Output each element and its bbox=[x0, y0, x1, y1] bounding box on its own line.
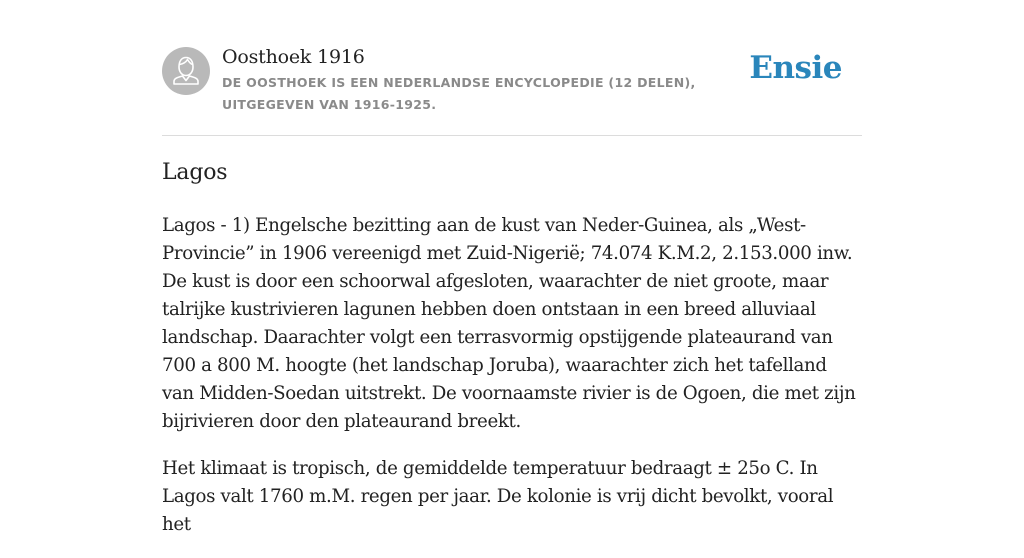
entry-paragraph: Het klimaat is tropisch, de gemiddelde temperatuur bedraagt ± 25o C. In Lagos valt 1760 m.M. regen per jaar. De kolonie is vrij dicht bevolkt, vooral het bbox=[162, 458, 834, 535]
entry-body bbox=[162, 212, 862, 558]
entry-paragraph: Lagos - 1) Engelsche bezitting aan de kust van Neder-Guinea, als „West-Provincie” in 1906 vereenigd met Zuid-Nigerië; 74.074 K.M.2, 2.153.000 inw. De kust is door een schoorwal afgesloten, waarachter de niet groote, maar talrijke kustrivieren lagunen hebben doen ontstaan in een breed alluviaal landschap. Daarachter volgt een terrasvormig opstijgende plateaurand van 700 a 800 M. hoogte (het landschap Joruba), waarachter zich het tafelland van Midden-Soedan uitstrekt. De voornaamste rivier is de Ogoen, die met zijn bijrivieren door den plateaurand breekt. bbox=[162, 215, 856, 432]
source-title[interactable]: Oosthoek 1916 bbox=[222, 46, 365, 68]
ensie-logo[interactable]: Ensie bbox=[749, 50, 842, 86]
avatar[interactable] bbox=[162, 47, 210, 95]
source-description: DE OOSTHOEK IS EEN NEDERLANDSE ENCYCLOPEDIE (12 DELEN), UITGEGEVEN VAN 1916-1925. bbox=[222, 75, 696, 112]
page-content bbox=[162, 0, 862, 535]
source-header bbox=[162, 0, 862, 136]
user-silhouette-icon bbox=[162, 47, 210, 95]
entry-title: Lagos bbox=[162, 160, 228, 185]
